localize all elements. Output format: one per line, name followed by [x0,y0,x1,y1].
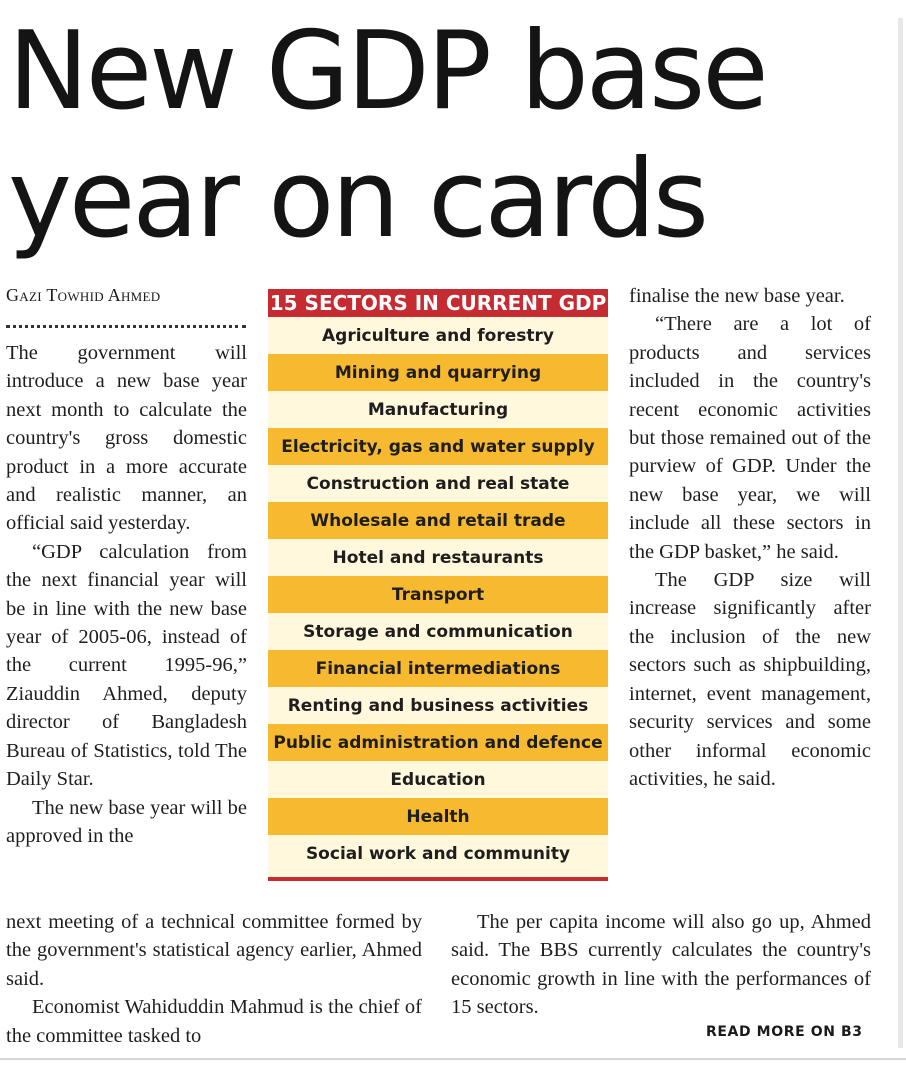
info-box-title: 15 SECTORS IN CURRENT GDP [269,291,607,315]
headline-line-2: year on cards [8,137,707,262]
paragraph: The new base year will be approved in the [6,796,247,847]
paragraph: next meeting of a technical committee formed by the government's statistical agency earlier, Ahmed said. [6,911,422,990]
sector-item: Hotel and restaurants [268,539,608,576]
sector-item: Social work and community [268,835,608,872]
sector-item: Financial intermediations [268,650,608,687]
sector-item: Electricity, gas and water supply [268,428,608,465]
sector-item: Transport [268,576,608,613]
info-box-bottom-rule [268,877,608,881]
sector-item: Mining and quarrying [268,354,608,391]
sector-item: Renting and business activities [268,687,608,724]
paragraph: The government will introduce a new base year next month to calculate the country's gross domestic product in a more accurate and realistic manner, an official said yesterday. [6,342,247,535]
byline-dotted-rule [6,325,246,328]
article-bottom-right [451,908,871,1022]
article-column-1 [6,339,247,850]
article-bottom-left [6,908,422,1050]
sector-item: Wholesale and retail trade [268,502,608,539]
paragraph: “There are a lot of products and services included in the country's recent economic activities but those remained out of the purview of GDP. Under the new base year, we will include all these sectors in the GDP basket,” he said. [629,313,871,563]
headline [8,8,766,264]
sectors-info-box [268,289,608,881]
sector-item: Education [268,761,608,798]
headline-line-1: New GDP base [8,9,766,134]
byline: Gazi Towhid Ahmed [6,285,161,305]
paragraph: The GDP size will increase significantly after the inclusion of the new sectors such as shipbuilding, internet, event management, security services and some other informal economic activities, he said. [629,569,871,790]
sector-item: Construction and real state [268,465,608,502]
sector-item: Health [268,798,608,835]
page-bottom-rule [0,1058,906,1060]
column-edge-rule [898,18,903,1048]
paragraph: Economist Wahiduddin Mahmud is the chief of the committee tasked to [6,996,422,1047]
article-column-3 [629,282,871,793]
paragraph: “GDP calculation from the next financial year will be in line with the new base year of 2005-06, instead of the current 1995-96,” Ziauddin Ahmed, deputy director of Bangladesh Bureau of Statistics, told The Daily Star. [6,540,247,791]
paragraph: The per capita income will also go up, Ahmed said. The BBS currently calculates the country's economic growth in line with the performances of 15 sectors. [451,911,871,1019]
paragraph: finalise the new base year. [629,285,845,307]
sector-item: Public administration and defence [268,724,608,761]
sector-item: Manufacturing [268,391,608,428]
read-more-link[interactable]: READ MORE ON B3 [706,1024,863,1040]
sector-item: Agriculture and forestry [268,317,608,354]
sector-item: Storage and communication [268,613,608,650]
